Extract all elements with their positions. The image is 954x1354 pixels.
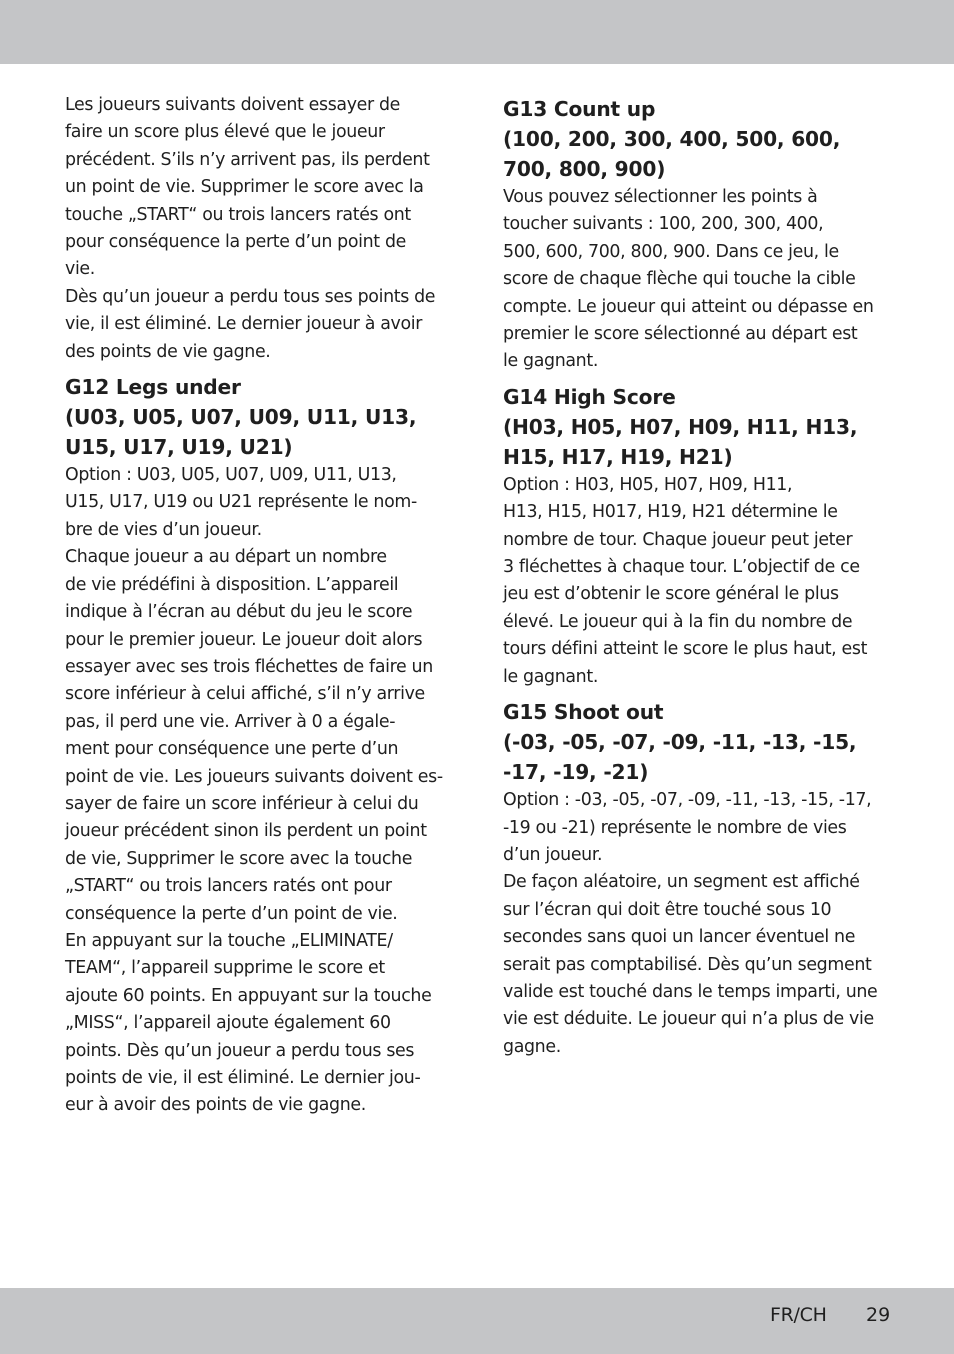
g15-heading: G15 Shoot out (-03, -05, -07, -09, -11, -13, -15, -17, -19, -21) [503, 700, 857, 785]
footer-language-code: FR/CH [770, 1304, 827, 1326]
intro-paragraph: Les joueurs suivants doivent essayer de faire un score plus élevé que le joueur précédent. S’ils n’y arrivent pas, ils perdent un point de vie. Supprimer le score avec la touche „START“ ou trois lancers ratés ont pour conséquence la perte d’un point de vie. [65, 95, 430, 280]
g14-heading: G14 High Score (H03, H05, H07, H09, H11, H13, H15, H17, H19, H21) [503, 384, 858, 469]
g12-keys-paragraph: En appuyant sur la touche „ELIMINATE/ TEAM“, l’appareil supprime le score et ajoute 60 points. En appuyant sur la touche „MISS“, l’appareil ajoute également 60 points. Dès qu’un joueur a perdu tous ses points de vie, il est éliminé. Le dernier jou- eur à avoir des points de vie gagne. [65, 930, 432, 1116]
g13-heading: G13 Count up (100, 200, 300, 400, 500, 600, 700, 800, 900) [503, 97, 841, 181]
header-band [0, 0, 954, 64]
g15-rules-paragraph: De façon aléatoire, un segment est affiché sur l’écran qui doit être touché sous 10 secondes sans quoi un lancer éventuel ne serait pas comptabilisé. Dès qu’un segment valide est touché dans le temps imparti, une vie est déduite. Le joueur qui n’a plus de vie gagne. [503, 872, 878, 1057]
intro-paragraph-elimination: Dès qu’un joueur a perdu tous ses points de vie, il est éliminé. Le dernier joueur à avoir des points de vie gagne. [65, 286, 436, 362]
g12-option-paragraph: Option : U03, U05, U07, U09, U11, U13, U15, U17, U19 ou U21 représente le nom- bre de vies d’un joueur. [65, 465, 417, 540]
page-number: 29 [866, 1304, 891, 1326]
g12-heading: G12 Legs under (U03, U05, U07, U09, U11, U13, U15, U17, U19, U21) [65, 375, 417, 460]
left-column [65, 92, 453, 1120]
g13-paragraph: Vous pouvez sélectionner les points à toucher suivants : 100, 200, 300, 400, 500, 600, 700, 800, 900. Dans ce jeu, le score de chaque flèche qui touche la cible compte. Le joueur qui atteint ou dépasse en premier le score sélectionné au départ est le gagnant. [503, 187, 874, 372]
right-column [503, 92, 893, 1061]
g15-option-paragraph: Option : -03, -05, -07, -09, -11, -13, -15, -17, -19 ou -21) représente le nombre de vies d’un joueur. [503, 790, 872, 865]
g14-paragraph: Option : H03, H05, H07, H09, H11, H13, H15, H017, H19, H21 détermine le nombre de tour. Chaque joueur peut jeter 3 fléchettes à chaque tour. L’objectif de ce jeu est d’obtenir le score général le plus élevé. Le joueur qui à la fin du nombre de tours défini atteint le score le plus haut, est le gagnant. [503, 474, 868, 687]
g12-rules-paragraph: Chaque joueur a au départ un nombre de vie prédéfini à disposition. L’appareil indique à l’écran au début du jeu le score pour le premier joueur. Le joueur doit alors essayer avec ses trois fléchettes de faire un score inférieur à celui affiché, s’il n’y arrive pas, il perd une vie. Arriver à 0 a égale- ment pour conséquence une perte d’un point de vie. Les joueurs suivants doivent es- sayer de faire un score inférieur à celui du joueur précédent sinon ils perdent un point de vie, Supprimer le score avec la touche „START“ ou trois lancers ratés ont pour conséquence la perte d’un point de vie. [65, 547, 443, 924]
